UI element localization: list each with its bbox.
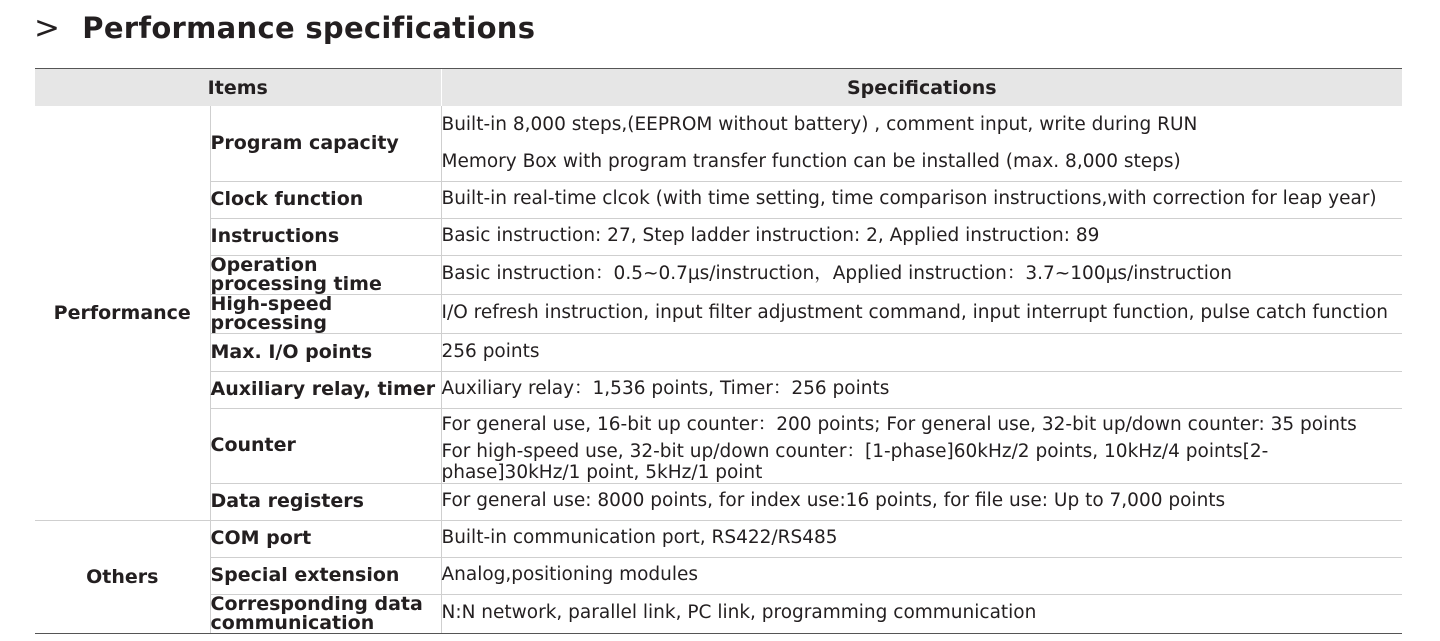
row-item: Max. I/O points xyxy=(210,333,441,371)
row-spec: Built-in real-time clcok (with time setting, time comparison instructions,with correction for leap year) xyxy=(441,181,1402,218)
table-row xyxy=(35,181,1402,218)
row-item: Auxiliary relay, timer xyxy=(210,371,441,408)
table-header-row xyxy=(35,69,1402,107)
row-spec xyxy=(441,106,1402,181)
row-item: Clock function xyxy=(210,181,441,218)
row-spec: For general use: 8000 points, for index use:16 points, for file use: Up to 7,000 points xyxy=(441,483,1402,520)
row-item: Program capacity xyxy=(210,106,441,181)
header-specifications: Specifications xyxy=(441,69,1402,107)
row-item: Counter xyxy=(210,408,441,483)
table-row xyxy=(35,333,1402,371)
row-item: High-speed processing xyxy=(210,294,441,333)
table-row xyxy=(35,106,1402,181)
spec-line: Built-in 8,000 steps,(EEPROM without battery) , comment input, write during RUN xyxy=(441,113,1198,135)
row-item: Corresponding data communication xyxy=(210,594,441,633)
row-spec: Auxiliary relay：1,536 points, Timer：256 points xyxy=(441,371,1402,408)
page-title xyxy=(34,6,535,50)
row-spec: Built-in communication port, RS422/RS485 xyxy=(441,520,1402,557)
row-spec: N:N network, parallel link, PC link, programming communication xyxy=(441,594,1402,633)
table-row xyxy=(35,294,1402,333)
specifications-table xyxy=(35,68,1402,634)
table-row xyxy=(35,520,1402,557)
table-row xyxy=(35,408,1402,483)
category-performance: Performance xyxy=(35,106,210,520)
row-item: COM port xyxy=(210,520,441,557)
row-item: Data registers xyxy=(210,483,441,520)
chevron-right-icon: > xyxy=(34,10,61,46)
spec-line: For high-speed use, 32-bit up/down counter：[1-phase]60kHz/2 points, 10kHz/4 points[2-phase]30kHz/1 point, 5kHz/1 point xyxy=(441,441,1269,483)
row-item: Operation processing time xyxy=(210,255,441,294)
row-spec xyxy=(441,408,1402,483)
header-items: Items xyxy=(35,69,441,107)
table-row xyxy=(35,255,1402,294)
spec-line: For general use, 16-bit up counter：200 points; For general use, 32-bit up/down counter: 35 points xyxy=(441,414,1357,436)
table-row xyxy=(35,371,1402,408)
row-spec: Basic instruction：0.5~0.7μs/instruction，Applied instruction：3.7~100μs/instruction xyxy=(441,255,1402,294)
row-spec: I/O refresh instruction, input filter adjustment command, input interrupt function, pulse catch function xyxy=(441,294,1402,333)
table-row xyxy=(35,483,1402,520)
category-others: Others xyxy=(35,520,210,633)
table-row xyxy=(35,557,1402,594)
page-title-text: Performance specifications xyxy=(82,11,536,45)
row-item: Instructions xyxy=(210,218,441,255)
row-spec: 256 points xyxy=(441,333,1402,371)
row-spec: Analog,positioning modules xyxy=(441,557,1402,594)
row-item: Special extension xyxy=(210,557,441,594)
table-row xyxy=(35,594,1402,633)
row-spec: Basic instruction: 27, Step ladder instruction: 2, Applied instruction: 89 xyxy=(441,218,1402,255)
table-row xyxy=(35,218,1402,255)
spec-line: Memory Box with program transfer function can be installed (max. 8,000 steps) xyxy=(441,150,1181,172)
